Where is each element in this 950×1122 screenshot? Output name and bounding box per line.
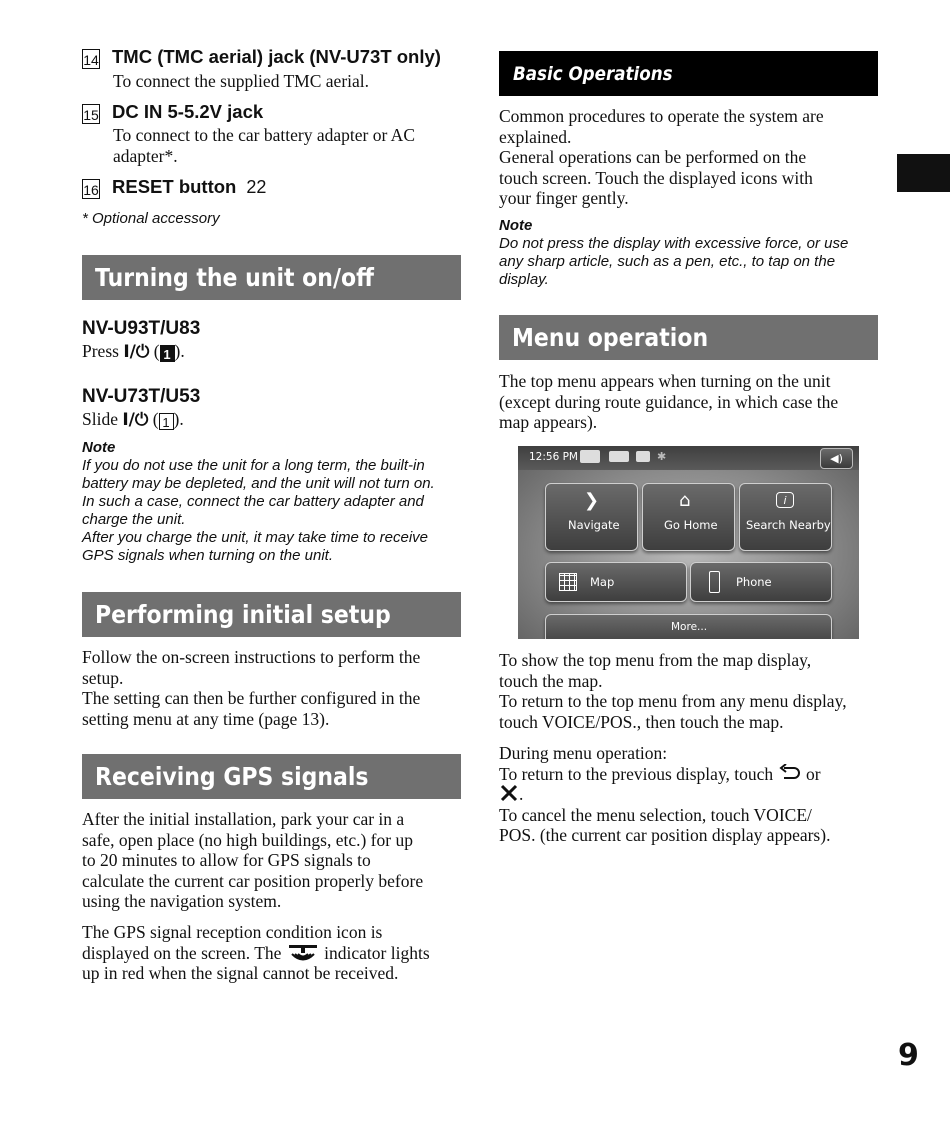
section-title: Performing initial setup (95, 600, 391, 629)
section-title: Menu operation (512, 323, 709, 352)
item-14-desc: To connect the supplied TMC aerial. (113, 71, 370, 91)
item-number: 15 (82, 104, 100, 124)
map-grid-icon (559, 573, 577, 591)
phone-icon (709, 571, 720, 593)
gps-paragraph-2 (82, 922, 430, 984)
home-icon: ⌂ (679, 490, 691, 511)
text-line: To return to the top menu from any menu display, (499, 691, 847, 711)
chapter-tab (897, 154, 950, 192)
text-fragment: To return to the previous display, touch (499, 763, 774, 784)
gps-paragraph-1 (82, 809, 423, 912)
navigate-button[interactable] (545, 483, 638, 551)
menu-intro (499, 371, 838, 433)
text-fragment: displayed on the screen. The (82, 942, 282, 963)
text-line: touch screen. Touch the displayed icons with (499, 167, 813, 188)
top-menu-screenshot (518, 446, 859, 639)
battery-icon (609, 451, 629, 462)
text-line (499, 784, 830, 805)
item-15 (82, 101, 263, 124)
bluetooth-icon: ✱ (657, 450, 667, 463)
callout-number: 1 (160, 345, 175, 362)
callout-number: 1 (159, 413, 174, 430)
page-reference: 22 (246, 177, 267, 197)
section-header-initial-setup (82, 592, 461, 637)
text-line: The top menu appears when turning on the unit (499, 371, 831, 391)
basic-operations-header (499, 51, 878, 96)
item-title: RESET button (112, 176, 237, 197)
text-line: setting menu at any time (page 13). (82, 708, 330, 729)
section-header-menu-operation (499, 315, 878, 360)
text-line: (except during route guidance, in which case the (499, 391, 839, 412)
section-title: Turning the unit on/off (95, 263, 374, 292)
menu-after-text (499, 650, 847, 732)
gps-signal-icon (286, 943, 320, 963)
text-line: To show the top menu from the map display, (499, 650, 812, 670)
model-heading: NV-U93T/U83 (82, 318, 201, 339)
text-line: map appears). (499, 412, 598, 432)
arrow-icon: ❯ (584, 490, 600, 511)
text-line: Common procedures to operate the system are (499, 106, 824, 126)
text-line: setup. (82, 667, 124, 688)
search-nearby-button[interactable] (739, 483, 832, 551)
model-heading: NV-U73T/U53 (82, 386, 201, 407)
map-button[interactable] (545, 562, 687, 602)
note-line: Do not press the display with excessive force, or use (499, 235, 849, 252)
text-line: During menu operation: (499, 743, 668, 763)
text-line: The setting can then be further configured in the (82, 688, 421, 708)
item-16 (82, 176, 266, 199)
item-title: TMC (TMC aerial) jack (NV-U73T only) (112, 46, 441, 67)
text-line: explained. (499, 126, 572, 147)
power-icon: I/⏻ (122, 410, 149, 430)
note-body (499, 235, 848, 289)
note-line: If you do not use the unit for a long term, the built-in (82, 457, 425, 474)
text-line: up in red when the signal cannot be received. (82, 963, 399, 983)
initial-setup-text (82, 647, 420, 729)
button-label: More... (671, 621, 708, 633)
close-icon (499, 784, 519, 802)
item-number: 16 (82, 179, 100, 199)
section-title: Receiving GPS signals (95, 762, 369, 791)
note-line: any sharp article, such as a pen, etc., to tap on the (499, 253, 836, 270)
text-line: POS. (the current car position display appears). (499, 825, 831, 845)
note-heading: Note (82, 439, 116, 456)
go-home-button[interactable] (642, 483, 735, 551)
desc-line: adapter*. (113, 145, 178, 166)
section-header-gps (82, 754, 461, 799)
note-heading: Note (499, 217, 533, 234)
text-line: touch the map. (499, 670, 603, 691)
text-line: touch VOICE/POS., then touch the map. (499, 711, 784, 732)
basic-operations-text (499, 106, 824, 209)
text-line: After the initial installation, park your car in a (82, 809, 405, 829)
phone-button[interactable] (690, 562, 832, 602)
text-line: safe, open place (no high buildings, etc.) for up (82, 829, 413, 850)
item-15-desc (113, 125, 415, 166)
back-icon (778, 764, 802, 782)
button-label: Phone (736, 575, 772, 589)
desc-line: To connect to the car battery adapter or AC (113, 125, 415, 145)
instruction-text: Press (82, 341, 119, 361)
note-line: battery may be depleted, and the unit will not turn on. (82, 475, 435, 492)
model-instruction: Slide I/⏻ ( 1 ). (82, 409, 184, 430)
text-line: your finger gently. (499, 188, 629, 208)
info-icon: i (776, 492, 794, 508)
text-line (82, 943, 430, 964)
during-menu-text (499, 743, 830, 846)
note-line: charge the unit. (82, 511, 186, 528)
note-line: display. (499, 271, 549, 288)
button-label: Map (590, 575, 615, 589)
note-line: After you charge the unit, it may take time to receive (82, 529, 428, 546)
model-instruction: Press I/⏻ ( 1 ). (82, 341, 185, 362)
page-number: 9 (898, 1038, 919, 1073)
text-line: The GPS signal reception condition icon is (82, 922, 383, 942)
section-header-turning-on-off (82, 255, 461, 300)
item-14 (82, 46, 441, 69)
text-line: To cancel the menu selection, touch VOICE/ (499, 804, 812, 825)
button-label: Go Home (664, 518, 718, 532)
text-fragment: or (805, 763, 821, 784)
text-line: General operations can be performed on the (499, 147, 807, 167)
note-line: In such a case, connect the car battery adapter and (82, 493, 424, 510)
text-line (499, 764, 830, 785)
text-line: to 20 minutes to allow for GPS signals to (82, 850, 371, 870)
gps-icon (580, 450, 600, 463)
button-label: Search Nearby (746, 518, 831, 532)
header-title: Basic Operations (513, 62, 673, 85)
note-line: GPS signals when turning on the unit. (82, 547, 333, 564)
text-fragment: indicator lights (324, 942, 430, 963)
status-bar (518, 446, 859, 470)
item-number: 14 (82, 49, 100, 69)
text-fragment: . (519, 784, 524, 804)
footnote: * Optional accessory (82, 210, 220, 227)
note-body (82, 457, 435, 565)
button-label: Navigate (568, 518, 620, 532)
volume-button[interactable]: ◀) (820, 448, 853, 469)
clock: 12:56 PM (529, 451, 578, 463)
tmc-icon (636, 451, 650, 462)
more-button[interactable] (545, 614, 832, 639)
item-title: DC IN 5-5.2V jack (112, 101, 264, 122)
text-line: Follow the on-screen instructions to perform the (82, 647, 421, 667)
text-line: using the navigation system. (82, 891, 282, 911)
power-icon: I/⏻ (123, 342, 150, 362)
text-line: calculate the current car position properly before (82, 870, 424, 891)
instruction-text: Slide (82, 409, 118, 429)
